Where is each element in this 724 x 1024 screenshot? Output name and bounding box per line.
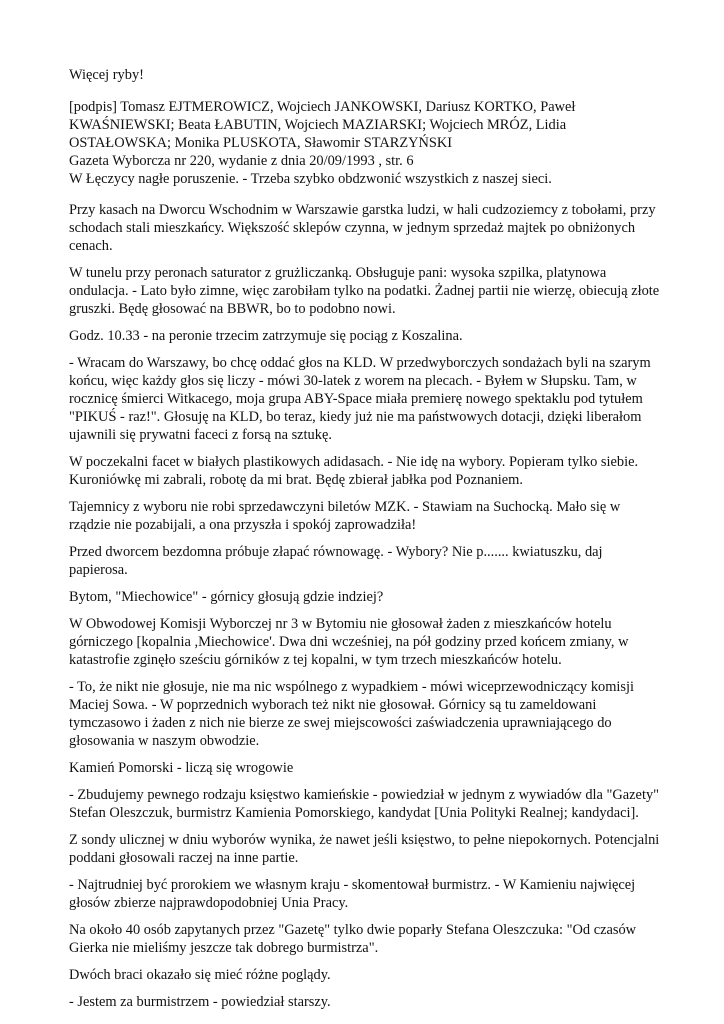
- paragraph: Na około 40 osób zapytanych przez "Gazetę" tylko dwie poparły Stefana Oleszczuka: "Od czasów Gierka nie mieliśmy jeszcze tak dobrego burmistrza".: [69, 922, 637, 956]
- paragraph: - Jestem za burmistrzem - powiedział starszy.: [69, 994, 331, 1010]
- lead-line: W Łęczycy nagłe poruszenie. - Trzeba szybko obdzwonić wszystkich z naszej sieci.: [69, 171, 552, 187]
- paragraph: Z sondy ulicznej w dniu wyborów wynika, że nawet jeśli księstwo, to pełne niepokornych. Potencjalni poddani głosowali raczej na inne partie.: [69, 832, 660, 866]
- byline: [podpis] Tomasz EJTMEROWICZ, Wojciech JANKOWSKI, Dariusz KORTKO, Paweł KWAŚNIEWSKI; Beata ŁABUTIN, Wojciech MAZIARSKI; Wojciech MRÓZ, Lidia OSTAŁOWSKA; Monika PLUSKOTA, Sławomir STARZYŃSKI: [69, 99, 576, 151]
- article-header: [69, 98, 664, 188]
- paragraph: W Obwodowej Komisji Wyborczej nr 3 w Bytomiu nie głosował żaden z mieszkańców hotelu górniczego [kopalnia ,Miechowice'. Dwa dni wcześniej, na pół godziny przed końcem zmiany, w katastrofie zginęło sześciu górników z tej kopalni, w tym trzech mieszkańców hotelu.: [69, 616, 629, 668]
- paragraph: - Zbudujemy pewnego rodzaju księstwo kamieńskie - powiedział w jednym z wywiadów dla "Gazety" Stefan Oleszczuk, burmistrz Kamienia Pomorskiego, kandydat [Unia Polityki Realnej; kandydaci].: [69, 787, 660, 821]
- paragraph: - Wracam do Warszawy, bo chcę oddać głos na KLD. W przedwyborczych sondażach byli na szarym końcu, więc każdy głos się liczy - mówi 30-latek z worem na plecach. - Byłem w Słupsku. Tam, w rocznicę śmierci Witkacego, moja grupa ABY-Space miała premierę nowego spektaklu pod tytułem "PIKUŚ - raz!". Głosuję na KLD, bo teraz, kiedy już nie ma państwowych dotacji, dzięki liberałom ujawnili się prywatni faceci z forsą na sztukę.: [69, 355, 651, 443]
- paragraph: W tunelu przy peronach saturator z grużliczanką. Obsługuje pani: wysoka szpilka, platynowa ondulacja. - Lato było zimne, więc zarobiłam tylko na podatki. Żadnej partii nie wierzę, obiecują złote gruszki. Będę głosować na BBWR, bo to podobno nowi.: [69, 265, 660, 317]
- paragraph: Tajemnicy z wyboru nie robi sprzedawczyni biletów MZK. - Stawiam na Suchocką. Mało się w rządzie nie pozabijali, a ona przyszła i spokój zaprowadziła!: [69, 499, 621, 533]
- section-heading: Kamień Pomorski - liczą się wrogowie: [69, 760, 294, 776]
- paragraph: - Najtrudniej być prorokiem we własnym kraju - skomentował burmistrz. - W Kamieniu najwięcej głosów zbierze najprawdopodobniej Unia Pracy.: [69, 877, 636, 911]
- paragraph: Przed dworcem bezdomna próbuje złapać równowagę. - Wybory? Nie p....... kwiatuszku, daj papierosa.: [69, 544, 603, 578]
- article-title: Więcej ryby!: [69, 67, 144, 83]
- paragraph: W poczekalni facet w białych plastikowych adidasach. - Nie idę na wybory. Popieram tylko siebie. Kuroniówkę mi zabrali, robotę da mi brat. Będę zbierał jabłka pod Poznaniem.: [69, 454, 639, 488]
- paragraph: Godz. 10.33 - na peronie trzecim zatrzymuje się pociąg z Koszalina.: [69, 328, 463, 344]
- paragraph: Przy kasach na Dworcu Wschodnim w Warszawie garstka ludzi, w hali cudzoziemcy z tobołami, przy schodach stali mieszkańcy. Większość sklepów czynna, w jednym sprzedaż majtek po obniżonych cenach.: [69, 202, 656, 254]
- article-body: [69, 201, 664, 1011]
- section-heading: Bytom, "Miechowice" - górnicy głosują gdzie indziej?: [69, 589, 384, 605]
- paragraph: - To, że nikt nie głosuje, nie ma nic wspólnego z wypadkiem - mówi wiceprzewodniczący komisji Maciej Sowa. - W poprzednich wyborach też nikt nie głosował. Górnicy są tu zameldowani tymczasowo i żaden z nich nie bierze ze swej miejscowości zaświadczenia uprawniającego do głosowania w naszym obwodzie.: [69, 679, 635, 749]
- source-line: Gazeta Wyborcza nr 220, wydanie z dnia 20/09/1993 , str. 6: [69, 153, 414, 169]
- paragraph: Dwóch braci okazało się mieć różne poglądy.: [69, 967, 331, 983]
